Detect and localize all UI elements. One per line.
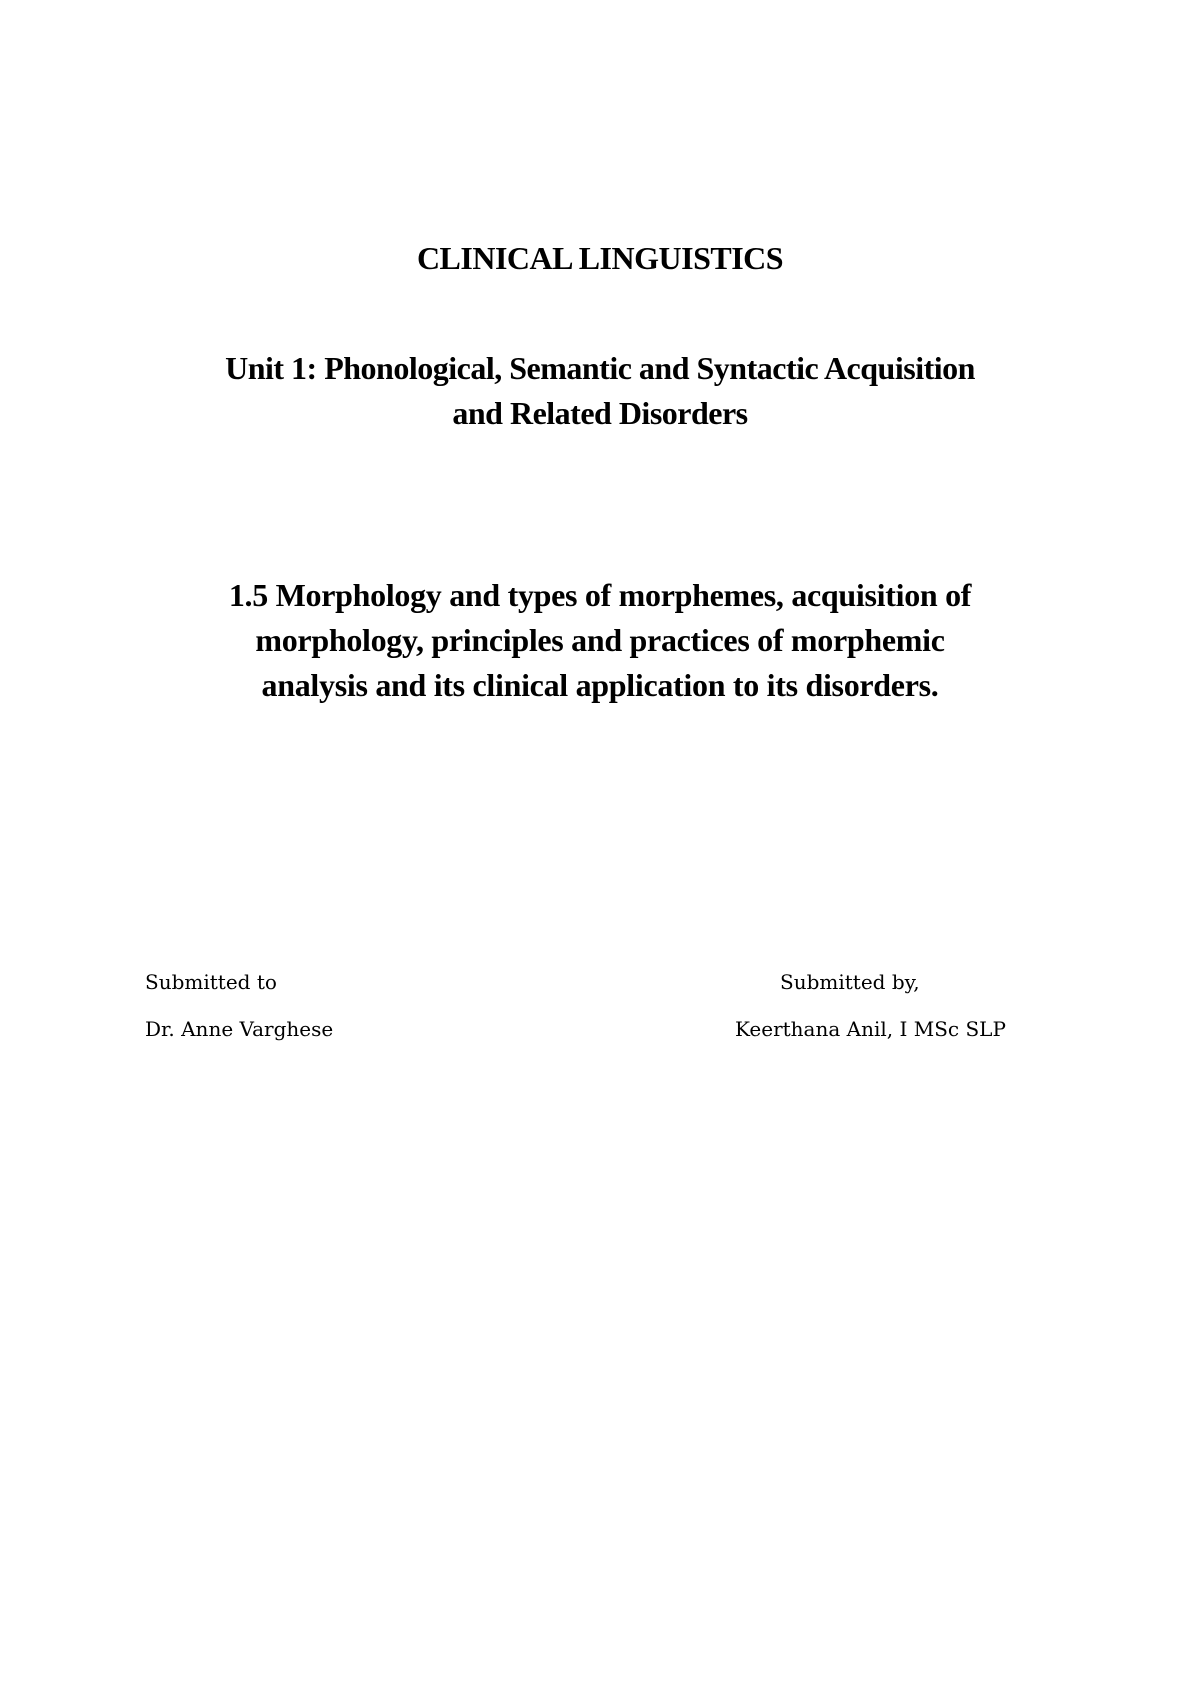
submitted-to-name: Dr. Anne Varghese xyxy=(145,1017,334,1041)
unit-heading xyxy=(120,346,1080,436)
topic-heading-line: morphology, principles and practices of morphemic xyxy=(255,622,945,658)
unit-heading-line: Unit 1: Phonological, Semantic and Syntactic Acquisition xyxy=(225,350,975,386)
submitted-by-label: Submitted by, xyxy=(780,970,920,994)
submitted-by-name: Keerthana Anil, I MSc SLP xyxy=(735,1017,1006,1041)
topic-heading-line: analysis and its clinical application to its disorders. xyxy=(261,667,939,703)
submitted-to-label: Submitted to xyxy=(145,970,277,994)
topic-heading xyxy=(120,573,1080,708)
unit-heading-line: and Related Disorders xyxy=(452,395,748,431)
document-title: CLINICAL LINGUISTICS xyxy=(416,240,784,276)
topic-heading-line: 1.5 Morphology and types of morphemes, acquisition of xyxy=(228,577,972,613)
